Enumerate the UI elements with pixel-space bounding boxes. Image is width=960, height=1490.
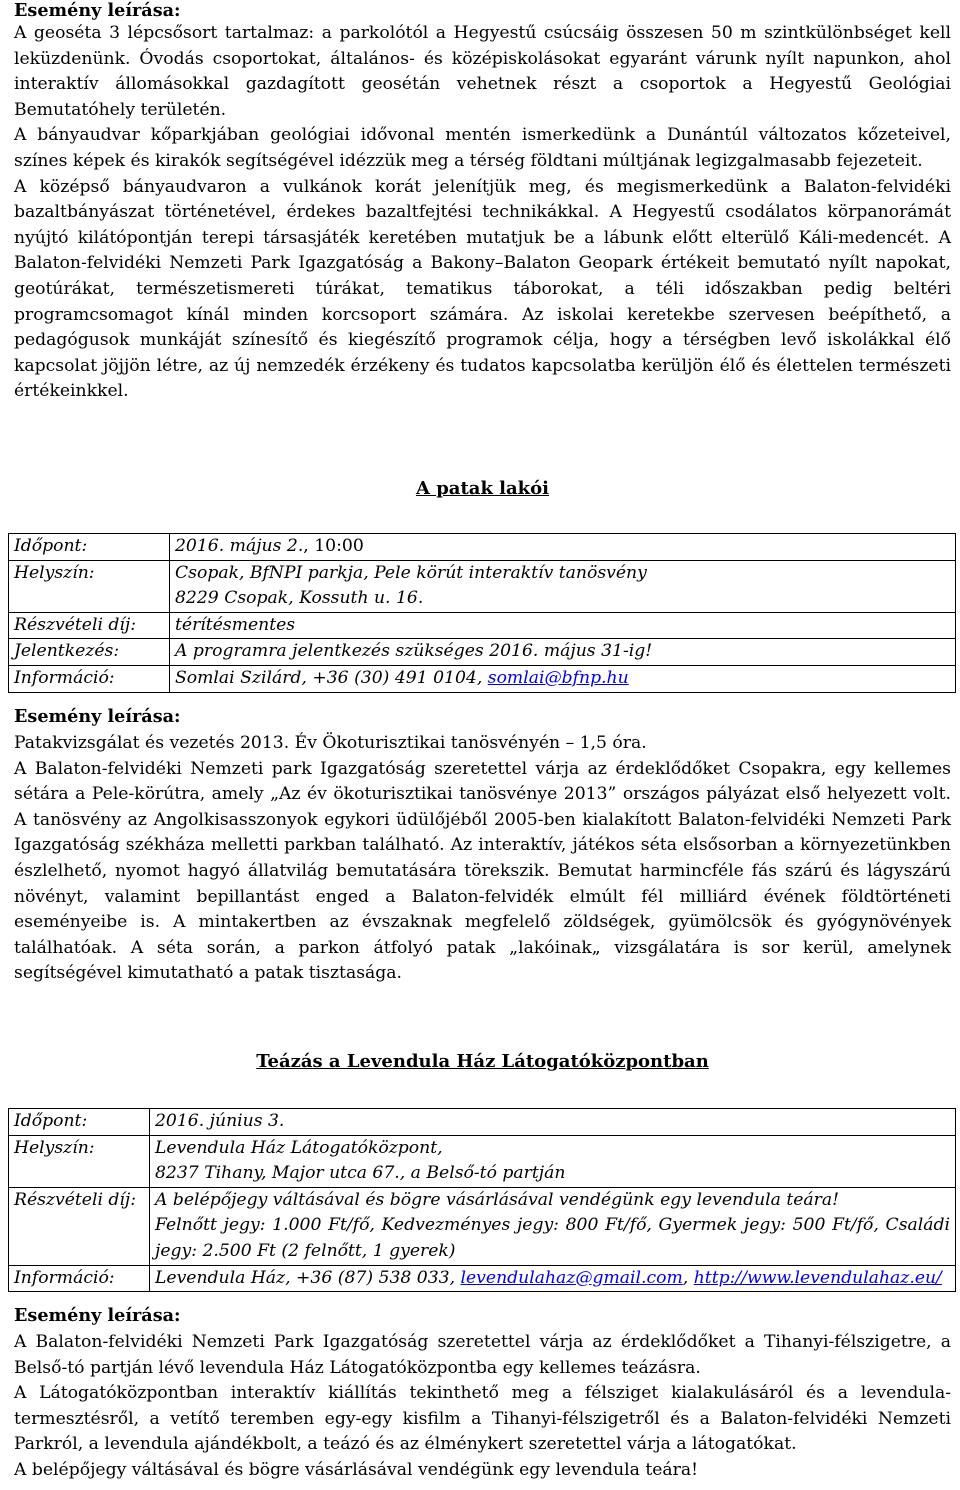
- website-link[interactable]: http://www.levendulahaz.eu/: [693, 1267, 942, 1288]
- description-paragraph: A bányaudvar kőparkjában geológiai idővonal mentén ismerkedünk a Dunántúl változatos kőzeteivel, színes képek és kirakók segítségével idézzük meg a térség földtani múltjának legizgalmasabb fejezeteit.: [14, 125, 951, 171]
- place-key: Helyszín:: [9, 560, 170, 612]
- description-paragraph: A geoséta 3 lépcsősort tartalmaz: a parkolótól a Hegyestű csúcsáig összesen 50 m szintkülönbséget kell leküzdenünk. Óvodás csoportokat, általános- és középiskolásokat egyaránt várunk nyílt napunkon, ahol interaktív állomásokkal gazdagított geosétán vehetnek részt a csoportok a Hegyestű Geológiai Bemutatóhely területén.: [14, 23, 951, 120]
- fee-value: A belépőjegy váltásával és bögre vásárlásával vendégünk egy levendula teára! Felnőtt jegy: 1.000 Ft/fő, Kedvezményes jegy: 800 Ft/fő, Gyermek jegy: 500 Ft/fő, Családi jegy: 2.500 Ft (2 felnőtt, 1 gyerek): [150, 1187, 956, 1265]
- description-paragraph: A Balaton-felvidéki Nemzeti park Igazgatóság szeretettel várja az érdeklődőket Csopakra, egy kellemes sétára a Pele-körútra, amely „Az év ökoturisztikai tanösvénye 2013” országos pályázat első helyezett volt. A tanösvény az Angolkisasszonyok egykori üdülőjéből 2005-ben kialakított Balaton-felvidéki Nemzeti Park Igazgatóság székháza melletti parkban található. Az interaktív, játékos séta elsősorban a környezetünkben észlelhető, nyomot hagyó állatvilág bemutatására törekszik. Bemutat harmincféle fás szárú és lágyszárú növényt, valamint bepillantást enged a Balaton-felvidék elmúlt fél milliárd évének földtörténeti eseményeibe is. A mintakertben az évszaknak megfelelő zöldségek, gyümölcsök és gyógynövények találhatóak. A séta során, a parkon átfolyó patak „lakóinak„ vizsgálatára is sor kerül, amelynek segítségével kimutatható a patak tisztasága.: [14, 758, 951, 984]
- time-key: Időpont:: [9, 1109, 150, 1136]
- event-description-label: Esemény leírása:: [14, 706, 181, 727]
- description-paragraph: A belépőjegy váltásával és bögre vásárlásával vendégünk egy levendula teára!: [14, 1459, 699, 1480]
- place-value: Csopak, BfNPI parkja, Pele körút interaktív tanösvény 8229 Csopak, Kossuth u. 16.: [170, 560, 956, 612]
- section-levendula: [14, 1305, 951, 1484]
- place-value: Levendula Ház Látogatóközpont, 8237 Tihany, Major utca 67., a Belső-tó partján: [150, 1135, 956, 1187]
- info-value: Levendula Ház, +36 (87) 538 033, levendulahaz@gmail.com, http://www.levendulahaz.eu/: [150, 1265, 956, 1292]
- description-paragraph: A Balaton-felvidéki Nemzeti Park Igazgatóság szeretettel várja az érdeklődőket a Tihanyi-félszigetre, a Belső-tó partján lévő levendula Ház Látogatóközpontba egy kellemes teázásra.: [14, 1332, 951, 1378]
- event-description-label: Esemény leírása:: [14, 0, 181, 21]
- section-patak: [14, 706, 951, 987]
- event-description-label: Esemény leírása:: [14, 1305, 181, 1326]
- email-link[interactable]: somlai@bfnp.hu: [487, 667, 629, 688]
- info-value: Somlai Szilárd, +36 (30) 491 0104, somlai@bfnp.hu: [170, 665, 956, 692]
- description-paragraph: A középső bányaudvaron a vulkánok korát jelenítjük meg, és megismerkedünk a Balaton-felvidéki bazaltbányászat történetével, érdekes bazaltfejtési technikákkal. A Hegyestű csodálatos körpanorámát nyújtó kilátópontján terepi társasjáték keretében mutatjuk be a lábunk előtt elterülő Káli-medencét. A Balaton-felvidéki Nemzeti Park Igazgatóság a Bakony–Balaton Geopark értékeit bemutató nyílt napokat, geotúrákat, természetismereti túrákat, tematikus táborokat, a téli időszakban pedig beltéri programcsomagot kínál minden korcsoport számára. Az iskolai keretekbe szervesen beépíthető, a pedagógusok munkáját színesítő és kiegészítő programok célja, hogy a térségben levő iskolákkal élő kapcsolat jöjjön létre, az új nemzedék érzékeny és tudatos kapcsolatba kerüljön élő és élettelen természeti értékeinkkel.: [14, 176, 951, 402]
- email-link[interactable]: levendulahaz@gmail.com: [460, 1267, 683, 1288]
- time-value: 2016. június 3.: [150, 1109, 956, 1136]
- table-row: [9, 560, 956, 612]
- event-title: Teázás a Levendula Ház Látogatóközpontban: [256, 1051, 709, 1072]
- event-info-table: [8, 1108, 956, 1292]
- section-geoseta: [14, 0, 951, 405]
- info-key: Információ:: [9, 1265, 150, 1292]
- table-row: [9, 534, 956, 561]
- fee-key: Részvételi díj:: [9, 612, 170, 639]
- table-row: [9, 1135, 956, 1187]
- table-row: [9, 665, 956, 692]
- event-info-table: [8, 533, 956, 693]
- table-row: [9, 612, 956, 639]
- registration-key: Jelentkezés:: [9, 639, 170, 666]
- description-paragraph: Patakvizsgálat és vezetés 2013. Év Ökoturisztikai tanösvényén – 1,5 óra.: [14, 733, 647, 753]
- fee-value: térítésmentes: [170, 612, 956, 639]
- table-row: [9, 639, 956, 666]
- table-row: [9, 1187, 956, 1265]
- place-key: Helyszín:: [9, 1135, 150, 1187]
- info-key: Információ:: [9, 665, 170, 692]
- registration-value: A programra jelentkezés szükséges 2016. május 31-ig!: [170, 639, 956, 666]
- time-value: 2016. május 2., 10:00: [170, 534, 956, 561]
- table-row: [9, 1265, 956, 1292]
- description-paragraph: A Látogatóközpontban interaktív kiállítás tekinthető meg a félsziget kialakulásáról és a levendula-termesztésről, a vetítő teremben egy-egy kisfilm a Tihanyi-félszigetről és a Balaton-felvidéki Nemzeti Parkról, a levendula ajándékbolt, a teázó és az élménykert szeretettel várja a látogatókat.: [14, 1383, 951, 1455]
- fee-key: Részvételi díj:: [9, 1187, 150, 1265]
- time-key: Időpont:: [9, 534, 170, 561]
- event-title: A patak lakói: [415, 478, 549, 499]
- table-row: [9, 1109, 956, 1136]
